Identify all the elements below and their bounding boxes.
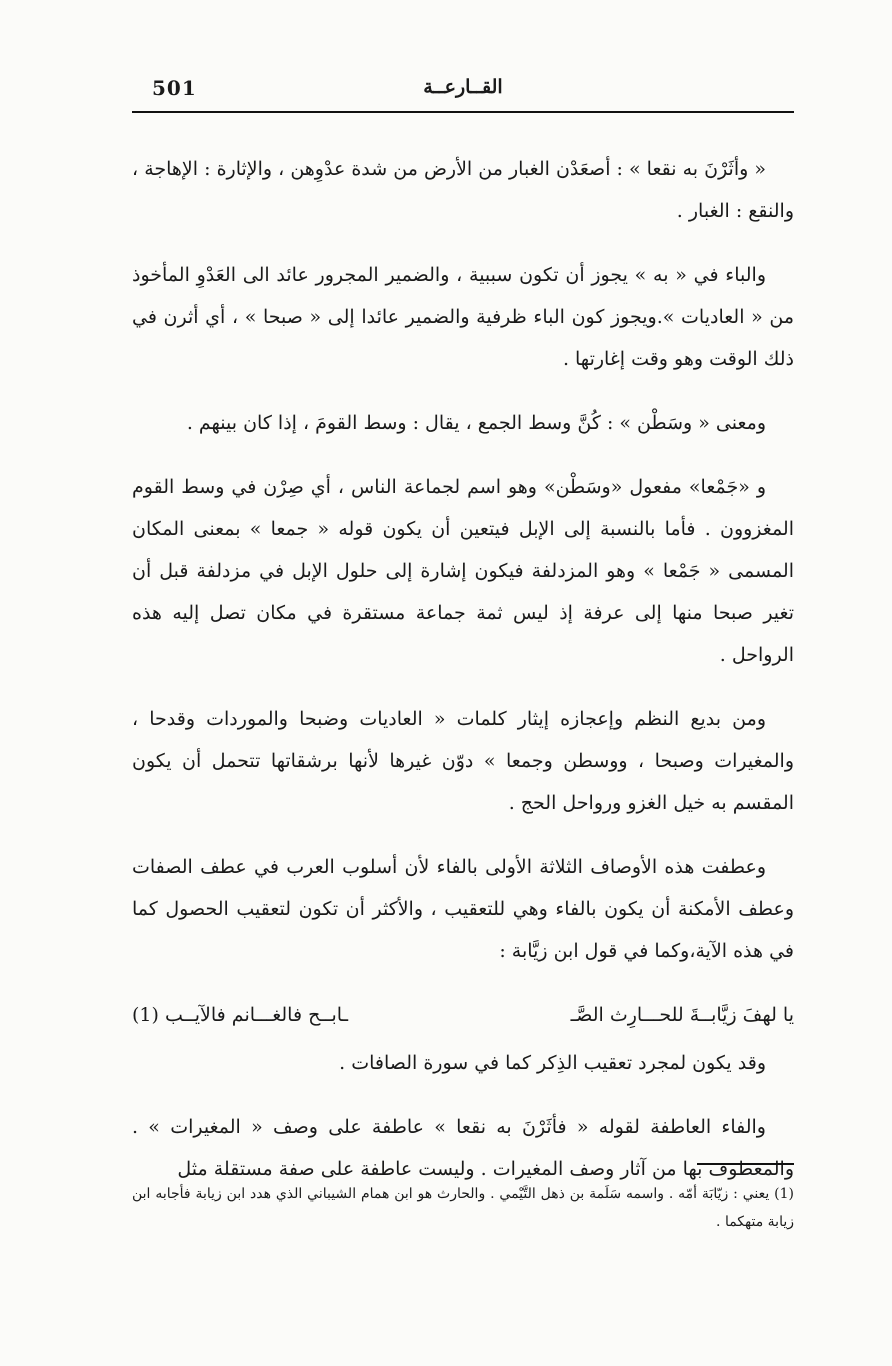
poetry-verse — [132, 994, 794, 1036]
footnote — [132, 1180, 794, 1236]
surah-title: القــارعــة — [423, 76, 503, 98]
page-header — [132, 72, 794, 108]
verse-hemistich-2: ـابــح فالغـــانم فالآيــب (1) — [132, 1004, 349, 1026]
paragraph-4: و «جَمْعا» مفعول «وسَطْن» وهو اسم لجماعة الناس ، أي صِرْن في وسط القوم المغزوون . فأما بالنسبة إلى الإبل فيتعين أن يكون قوله « جمعا » بمعنى المكان المسمى « جَمْعا » وهو المزدلفة فيكون إشارة إلى حلول الإبل في مزدلفة قبل أن تغير صبحا منها إلى عرفة إذ ليس ثمة جماعة مستقرة في مكان تصل إليه هذه الرواحل . — [132, 476, 794, 666]
verse-hemistich-1: يا لهفَ زيَّابــةَ للحـــارِث الصَّـ — [570, 1004, 794, 1026]
footnote-rule — [697, 1163, 794, 1165]
paragraph-8: والفاء العاطفة لقوله « فأثَرْنَ به نقعا » عاطفة على وصف « المغيرات » . والمعطوف بها من آثار وصف المغيرات . وليست عاطفة على صفة مستقلة مثل — [132, 1116, 794, 1180]
footnote-text: (1) يعني : زيّابَة أمّه . واسمه سَلَمة بن ذهل التَّيْمي . والحارث هو ابن همام الشيباني الذي هدد ابن زيابة فأجابه ابن زيابة متهكما . — [132, 1186, 794, 1230]
commentary-body — [132, 148, 794, 1212]
paragraph-6: وعطفت هذه الأوصاف الثلاثة الأولى بالفاء لأن أسلوب العرب في عطف الصفات وعطف الأمكنة أن يكون بالفاء وهي للتعقيب ، والأكثر أن تكون لتعقيب الحصول كما في هذه الآية،وكما في قول ابن زيَّابة : — [132, 856, 794, 962]
paragraph-3: ومعنى « وسَطْن » : كُنَّ وسط الجمع ، يقال : وسط القومَ ، إذا كان بينهم . — [186, 412, 766, 434]
paragraph-2: والباء في « به » يجوز أن تكون سببية ، والضمير المجرور عائد الى العَدْوِ المأخوذ من « العاديات ».ويجوز كون الباء ظرفية والضمير عائدا إلى « صبحا » ، أي أثرن في ذلك الوقت وهو وقت إغارتها . — [132, 264, 794, 370]
paragraph-1: « وأثَرْنَ به نقعا » : أصعَدْن الغبار من الأرض من شدة عدْوِهن ، والإثارة : الإهاجة ، والنقع : الغبار . — [132, 158, 794, 222]
paragraph-5: ومن بديع النظم وإعجازه إيثار كلمات « العاديات وضبحا والموردات وقدحا ، والمغيرات وصبحا ، ووسطن وجمعا » دوّن غيرها لأنها برشقاتها تتحمل أن يكون المقسم به خيل الغزو ورواحل الحج . — [132, 708, 794, 814]
paragraph-7: وقد يكون لمجرد تعقيب الذِكر كما في سورة الصافات . — [339, 1052, 766, 1074]
page-number: 501 — [152, 76, 197, 100]
header-rule — [132, 111, 794, 113]
